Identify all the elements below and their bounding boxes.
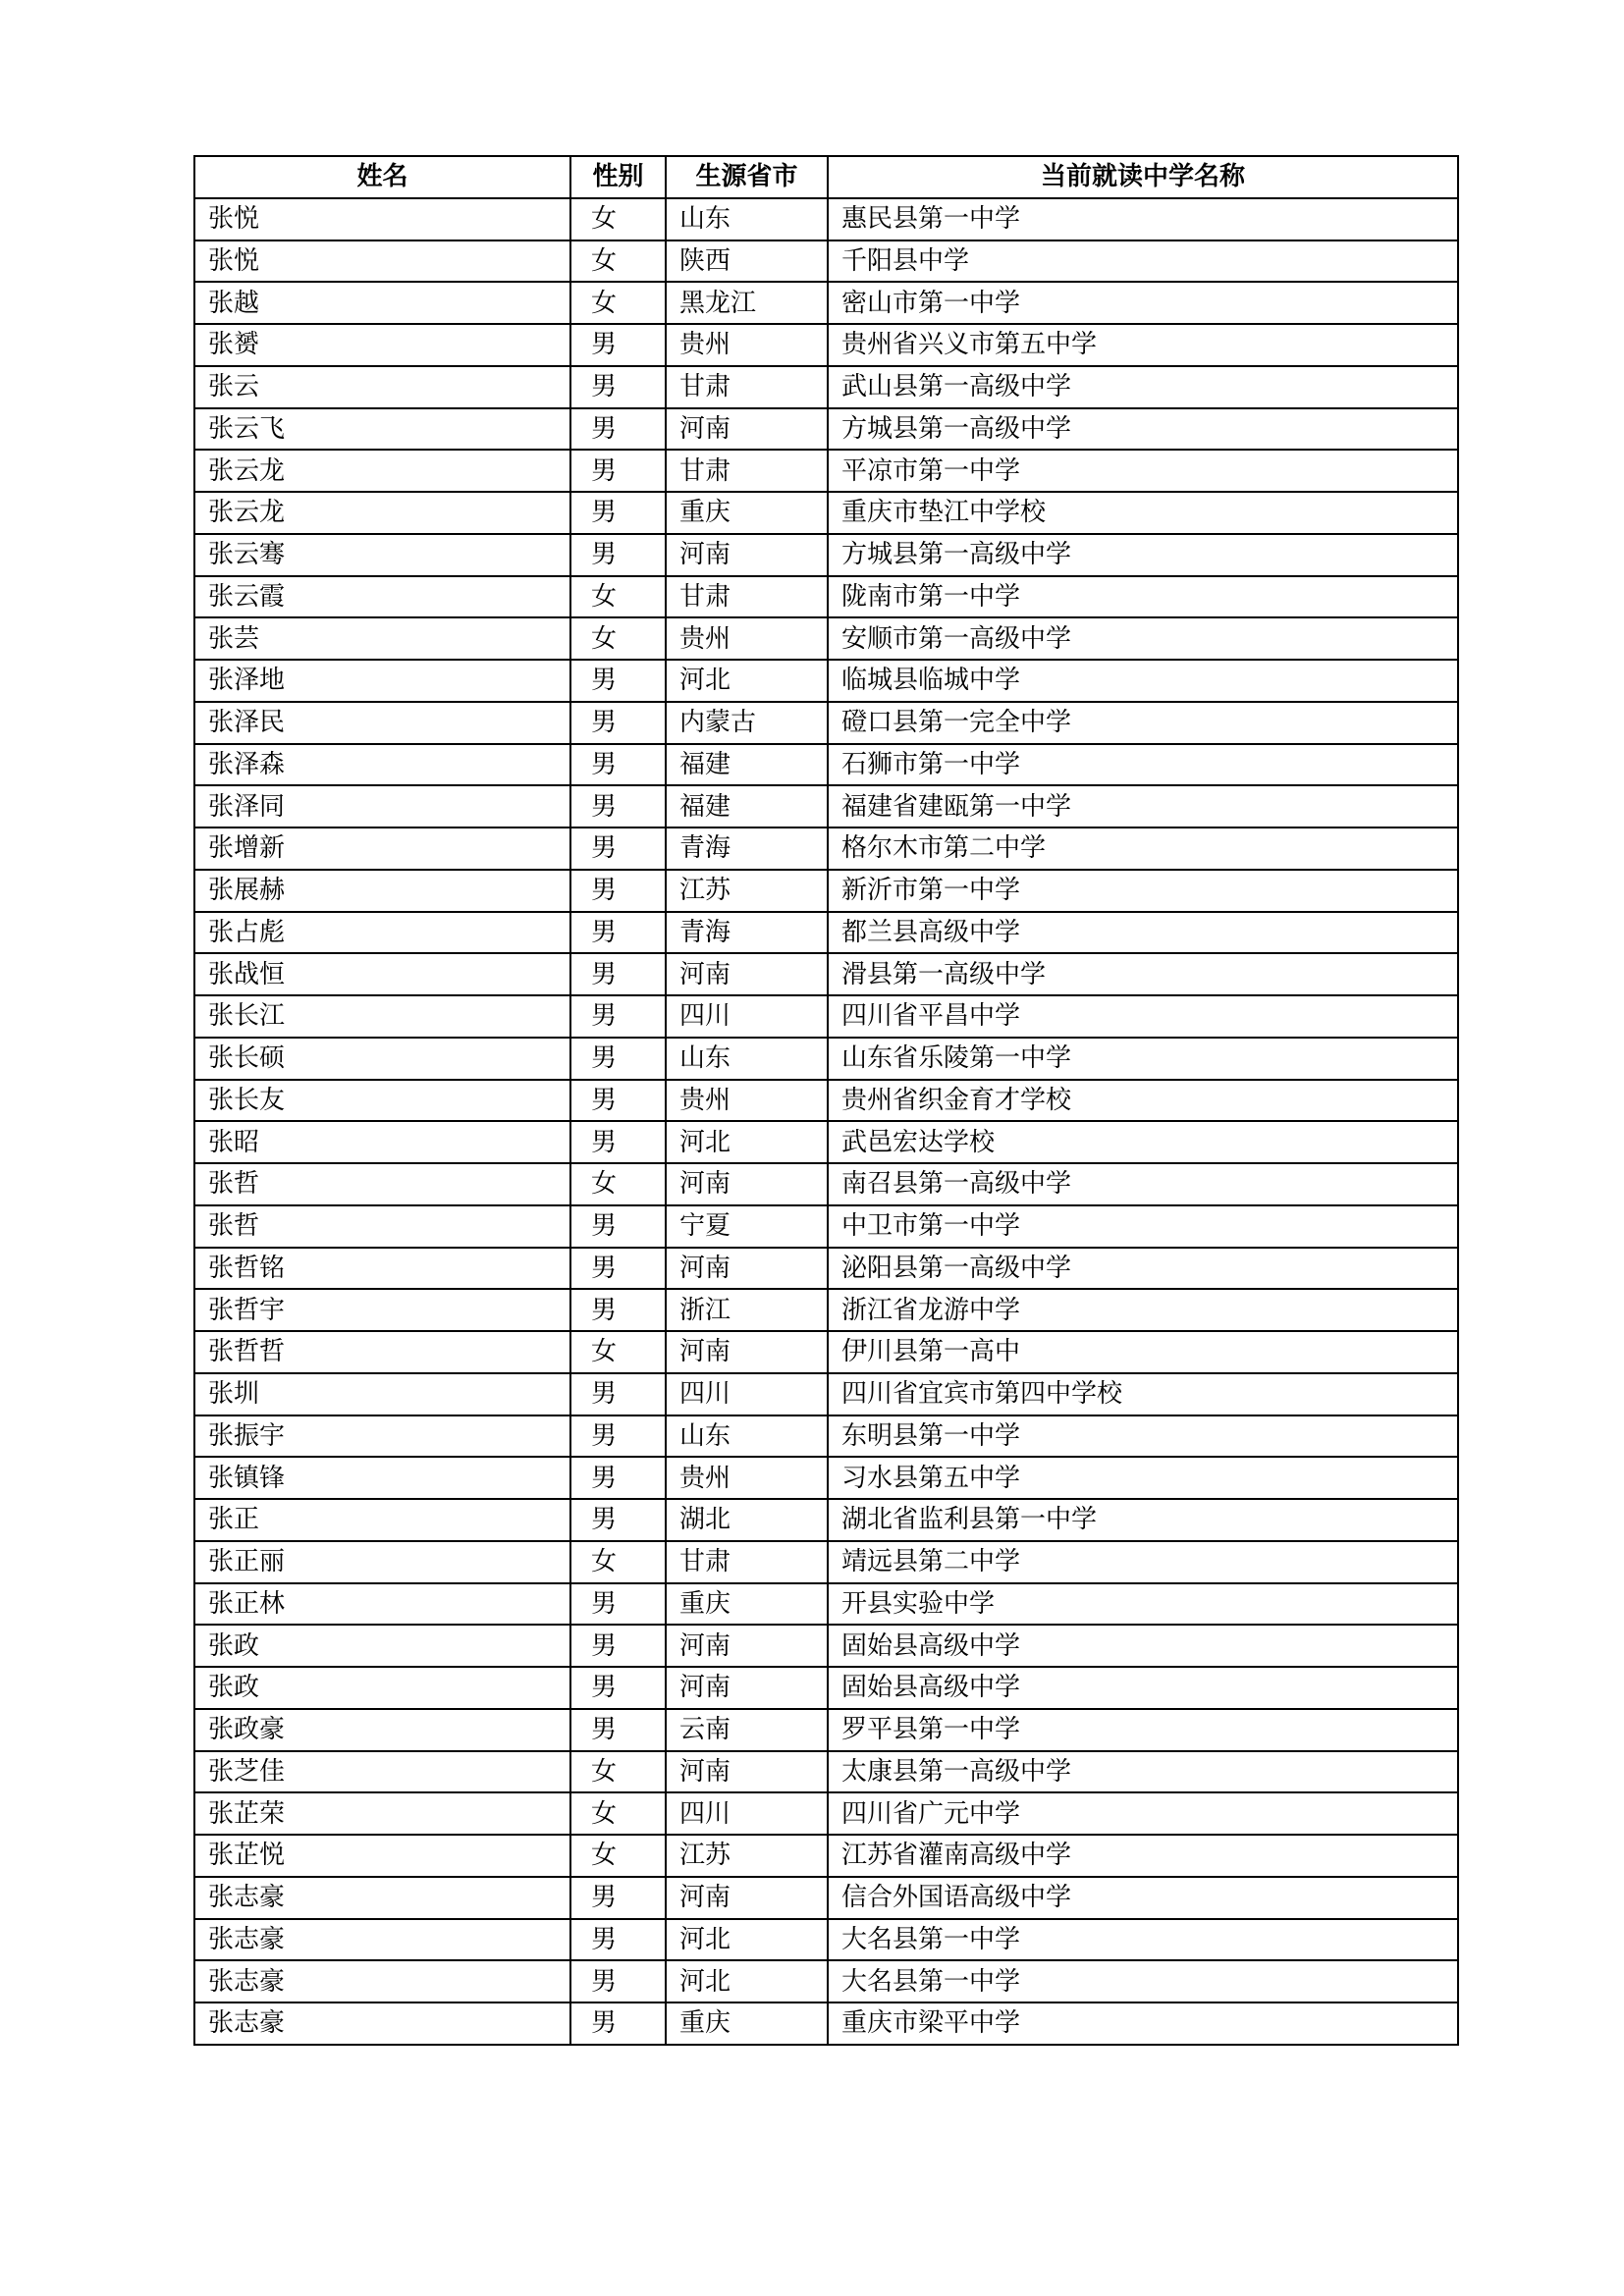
gender-cell: 女 [570, 1792, 666, 1835]
province-cell: 山东 [666, 198, 828, 240]
school-cell: 南召县第一高级中学 [828, 1163, 1458, 1205]
school-cell: 中卫市第一中学 [828, 1205, 1458, 1248]
province-cell: 江苏 [666, 870, 828, 912]
name-cell: 张镇锋 [194, 1457, 570, 1499]
table-row [194, 953, 1458, 995]
province-cell: 甘肃 [666, 1541, 828, 1583]
table-row [194, 1121, 1458, 1163]
header-gender: 性别 [570, 156, 666, 198]
name-cell: 张芝佳 [194, 1751, 570, 1793]
province-cell: 河南 [666, 1331, 828, 1373]
name-cell: 张增新 [194, 828, 570, 870]
table-row [194, 324, 1458, 366]
province-cell: 浙江 [666, 1289, 828, 1331]
name-cell: 张圳 [194, 1373, 570, 1415]
name-cell: 张振宇 [194, 1415, 570, 1458]
name-cell: 张云霞 [194, 576, 570, 618]
table-row [194, 1751, 1458, 1793]
school-cell: 都兰县高级中学 [828, 912, 1458, 954]
gender-cell: 男 [570, 744, 666, 786]
gender-cell: 男 [570, 1877, 666, 1919]
school-cell: 重庆市垫江中学校 [828, 492, 1458, 534]
name-cell: 张芷悦 [194, 1835, 570, 1877]
province-cell: 湖北 [666, 1499, 828, 1541]
province-cell: 河南 [666, 953, 828, 995]
school-cell: 平凉市第一中学 [828, 450, 1458, 492]
gender-cell: 女 [570, 1751, 666, 1793]
gender-cell: 男 [570, 1248, 666, 1290]
name-cell: 张正 [194, 1499, 570, 1541]
table-row [194, 1792, 1458, 1835]
table-row [194, 450, 1458, 492]
school-cell: 磴口县第一完全中学 [828, 702, 1458, 744]
province-cell: 河南 [666, 1163, 828, 1205]
school-cell: 福建省建瓯第一中学 [828, 785, 1458, 828]
table-row [194, 870, 1458, 912]
gender-cell: 男 [570, 366, 666, 408]
gender-cell: 男 [570, 492, 666, 534]
school-cell: 太康县第一高级中学 [828, 1751, 1458, 1793]
school-cell: 伊川县第一高中 [828, 1331, 1458, 1373]
student-table [193, 155, 1459, 2046]
school-cell: 密山市第一中学 [828, 282, 1458, 324]
name-cell: 张云 [194, 366, 570, 408]
gender-cell: 男 [570, 785, 666, 828]
province-cell: 云南 [666, 1709, 828, 1751]
gender-cell: 男 [570, 1667, 666, 1709]
table-row [194, 1583, 1458, 1626]
school-cell: 信合外国语高级中学 [828, 1877, 1458, 1919]
province-cell: 福建 [666, 785, 828, 828]
gender-cell: 男 [570, 1960, 666, 2002]
name-cell: 张战恒 [194, 953, 570, 995]
gender-cell: 男 [570, 870, 666, 912]
name-cell: 张志豪 [194, 1919, 570, 1961]
name-cell: 张昭 [194, 1121, 570, 1163]
table-row [194, 1457, 1458, 1499]
province-cell: 宁夏 [666, 1205, 828, 1248]
province-cell: 甘肃 [666, 366, 828, 408]
name-cell: 张泽民 [194, 702, 570, 744]
table-row [194, 744, 1458, 786]
table-row [194, 2002, 1458, 2045]
gender-cell: 女 [570, 282, 666, 324]
school-cell: 格尔木市第二中学 [828, 828, 1458, 870]
school-cell: 武山县第一高级中学 [828, 366, 1458, 408]
school-cell: 千阳县中学 [828, 240, 1458, 283]
province-cell: 河北 [666, 660, 828, 702]
province-cell: 贵州 [666, 1080, 828, 1122]
gender-cell: 男 [570, 1457, 666, 1499]
name-cell: 张悦 [194, 240, 570, 283]
gender-cell: 男 [570, 660, 666, 702]
name-cell: 张政豪 [194, 1709, 570, 1751]
table-row [194, 366, 1458, 408]
province-cell: 四川 [666, 1792, 828, 1835]
school-cell: 贵州省织金育才学校 [828, 1080, 1458, 1122]
name-cell: 张哲 [194, 1163, 570, 1205]
name-cell: 张越 [194, 282, 570, 324]
name-cell: 张哲宇 [194, 1289, 570, 1331]
province-cell: 四川 [666, 1373, 828, 1415]
province-cell: 贵州 [666, 1457, 828, 1499]
table-row [194, 1373, 1458, 1415]
table-row [194, 1709, 1458, 1751]
school-cell: 方城县第一高级中学 [828, 408, 1458, 451]
school-cell: 滑县第一高级中学 [828, 953, 1458, 995]
gender-cell: 女 [570, 576, 666, 618]
table-row [194, 660, 1458, 702]
province-cell: 甘肃 [666, 576, 828, 618]
school-cell: 固始县高级中学 [828, 1667, 1458, 1709]
table-row [194, 198, 1458, 240]
gender-cell: 男 [570, 2002, 666, 2045]
province-cell: 河南 [666, 1877, 828, 1919]
gender-cell: 男 [570, 534, 666, 576]
province-cell: 河北 [666, 1919, 828, 1961]
province-cell: 江苏 [666, 1835, 828, 1877]
table-row [194, 1080, 1458, 1122]
province-cell: 陕西 [666, 240, 828, 283]
province-cell: 青海 [666, 828, 828, 870]
gender-cell: 男 [570, 1121, 666, 1163]
province-cell: 福建 [666, 744, 828, 786]
gender-cell: 男 [570, 953, 666, 995]
school-cell: 习水县第五中学 [828, 1457, 1458, 1499]
table-row [194, 702, 1458, 744]
school-cell: 东明县第一中学 [828, 1415, 1458, 1458]
table-row [194, 1331, 1458, 1373]
school-cell: 湖北省监利县第一中学 [828, 1499, 1458, 1541]
name-cell: 张哲哲 [194, 1331, 570, 1373]
table-row [194, 1289, 1458, 1331]
school-cell: 临城县临城中学 [828, 660, 1458, 702]
table-row [194, 1667, 1458, 1709]
province-cell: 青海 [666, 912, 828, 954]
table-row [194, 1499, 1458, 1541]
gender-cell: 男 [570, 702, 666, 744]
name-cell: 张泽同 [194, 785, 570, 828]
name-cell: 张正林 [194, 1583, 570, 1626]
province-cell: 内蒙古 [666, 702, 828, 744]
school-cell: 固始县高级中学 [828, 1625, 1458, 1667]
table-row [194, 576, 1458, 618]
province-cell: 重庆 [666, 1583, 828, 1626]
table-row [194, 1625, 1458, 1667]
school-cell: 泌阳县第一高级中学 [828, 1248, 1458, 1290]
table-row [194, 1877, 1458, 1919]
header-province: 生源省市 [666, 156, 828, 198]
school-cell: 江苏省灌南高级中学 [828, 1835, 1458, 1877]
province-cell: 河南 [666, 534, 828, 576]
province-cell: 重庆 [666, 492, 828, 534]
school-cell: 浙江省龙游中学 [828, 1289, 1458, 1331]
name-cell: 张志豪 [194, 1960, 570, 2002]
header-name: 姓名 [194, 156, 570, 198]
table-row [194, 492, 1458, 534]
gender-cell: 男 [570, 995, 666, 1038]
table-row [194, 995, 1458, 1038]
gender-cell: 男 [570, 1499, 666, 1541]
gender-cell: 女 [570, 198, 666, 240]
province-cell: 河南 [666, 1667, 828, 1709]
gender-cell: 男 [570, 1038, 666, 1080]
school-cell: 大名县第一中学 [828, 1960, 1458, 2002]
table-row [194, 1163, 1458, 1205]
province-cell: 河北 [666, 1121, 828, 1163]
province-cell: 河南 [666, 1248, 828, 1290]
table-row [194, 1960, 1458, 2002]
gender-cell: 男 [570, 324, 666, 366]
name-cell: 张政 [194, 1625, 570, 1667]
table-row [194, 1415, 1458, 1458]
table-row [194, 1541, 1458, 1583]
name-cell: 张正丽 [194, 1541, 570, 1583]
gender-cell: 女 [570, 240, 666, 283]
province-cell: 河南 [666, 408, 828, 451]
name-cell: 张展赫 [194, 870, 570, 912]
school-cell: 开县实验中学 [828, 1583, 1458, 1626]
name-cell: 张云龙 [194, 450, 570, 492]
name-cell: 张长友 [194, 1080, 570, 1122]
gender-cell: 男 [570, 828, 666, 870]
name-cell: 张云飞 [194, 408, 570, 451]
school-cell: 重庆市梁平中学 [828, 2002, 1458, 2045]
gender-cell: 男 [570, 1583, 666, 1626]
name-cell: 张悦 [194, 198, 570, 240]
province-cell: 重庆 [666, 2002, 828, 2045]
province-cell: 贵州 [666, 324, 828, 366]
table-row [194, 617, 1458, 660]
name-cell: 张占彪 [194, 912, 570, 954]
gender-cell: 男 [570, 1709, 666, 1751]
table-row [194, 240, 1458, 283]
name-cell: 张哲 [194, 1205, 570, 1248]
school-cell: 四川省广元中学 [828, 1792, 1458, 1835]
name-cell: 张政 [194, 1667, 570, 1709]
school-cell: 山东省乐陵第一中学 [828, 1038, 1458, 1080]
name-cell: 张赟 [194, 324, 570, 366]
table-row [194, 1205, 1458, 1248]
table-row [194, 1835, 1458, 1877]
school-cell: 安顺市第一高级中学 [828, 617, 1458, 660]
province-cell: 山东 [666, 1038, 828, 1080]
gender-cell: 女 [570, 1163, 666, 1205]
gender-cell: 女 [570, 1541, 666, 1583]
name-cell: 张泽森 [194, 744, 570, 786]
gender-cell: 男 [570, 1919, 666, 1961]
school-cell: 石狮市第一中学 [828, 744, 1458, 786]
table-row [194, 828, 1458, 870]
province-cell: 贵州 [666, 617, 828, 660]
name-cell: 张云龙 [194, 492, 570, 534]
header-row [194, 156, 1458, 198]
province-cell: 甘肃 [666, 450, 828, 492]
table-row [194, 534, 1458, 576]
gender-cell: 女 [570, 1835, 666, 1877]
school-cell: 新沂市第一中学 [828, 870, 1458, 912]
school-cell: 惠民县第一中学 [828, 198, 1458, 240]
school-cell: 武邑宏达学校 [828, 1121, 1458, 1163]
gender-cell: 男 [570, 1289, 666, 1331]
name-cell: 张志豪 [194, 1877, 570, 1919]
province-cell: 河南 [666, 1625, 828, 1667]
gender-cell: 男 [570, 912, 666, 954]
gender-cell: 女 [570, 1331, 666, 1373]
name-cell: 张长硕 [194, 1038, 570, 1080]
gender-cell: 男 [570, 1415, 666, 1458]
gender-cell: 女 [570, 617, 666, 660]
gender-cell: 男 [570, 1373, 666, 1415]
school-cell: 陇南市第一中学 [828, 576, 1458, 618]
header-school: 当前就读中学名称 [828, 156, 1458, 198]
gender-cell: 男 [570, 1205, 666, 1248]
table-row [194, 1248, 1458, 1290]
province-cell: 河南 [666, 1751, 828, 1793]
school-cell: 贵州省兴义市第五中学 [828, 324, 1458, 366]
table-row [194, 282, 1458, 324]
province-cell: 四川 [666, 995, 828, 1038]
table-row [194, 785, 1458, 828]
gender-cell: 男 [570, 450, 666, 492]
table-row [194, 912, 1458, 954]
province-cell: 河北 [666, 1960, 828, 2002]
school-cell: 大名县第一中学 [828, 1919, 1458, 1961]
gender-cell: 男 [570, 1625, 666, 1667]
school-cell: 靖远县第二中学 [828, 1541, 1458, 1583]
school-cell: 方城县第一高级中学 [828, 534, 1458, 576]
name-cell: 张志豪 [194, 2002, 570, 2045]
name-cell: 张哲铭 [194, 1248, 570, 1290]
name-cell: 张芷荣 [194, 1792, 570, 1835]
gender-cell: 男 [570, 1080, 666, 1122]
name-cell: 张芸 [194, 617, 570, 660]
name-cell: 张长江 [194, 995, 570, 1038]
gender-cell: 男 [570, 408, 666, 451]
table-row [194, 1038, 1458, 1080]
province-cell: 黑龙江 [666, 282, 828, 324]
province-cell: 山东 [666, 1415, 828, 1458]
table-row [194, 408, 1458, 451]
school-cell: 四川省宜宾市第四中学校 [828, 1373, 1458, 1415]
name-cell: 张云骞 [194, 534, 570, 576]
school-cell: 罗平县第一中学 [828, 1709, 1458, 1751]
table-row [194, 1919, 1458, 1961]
name-cell: 张泽地 [194, 660, 570, 702]
school-cell: 四川省平昌中学 [828, 995, 1458, 1038]
